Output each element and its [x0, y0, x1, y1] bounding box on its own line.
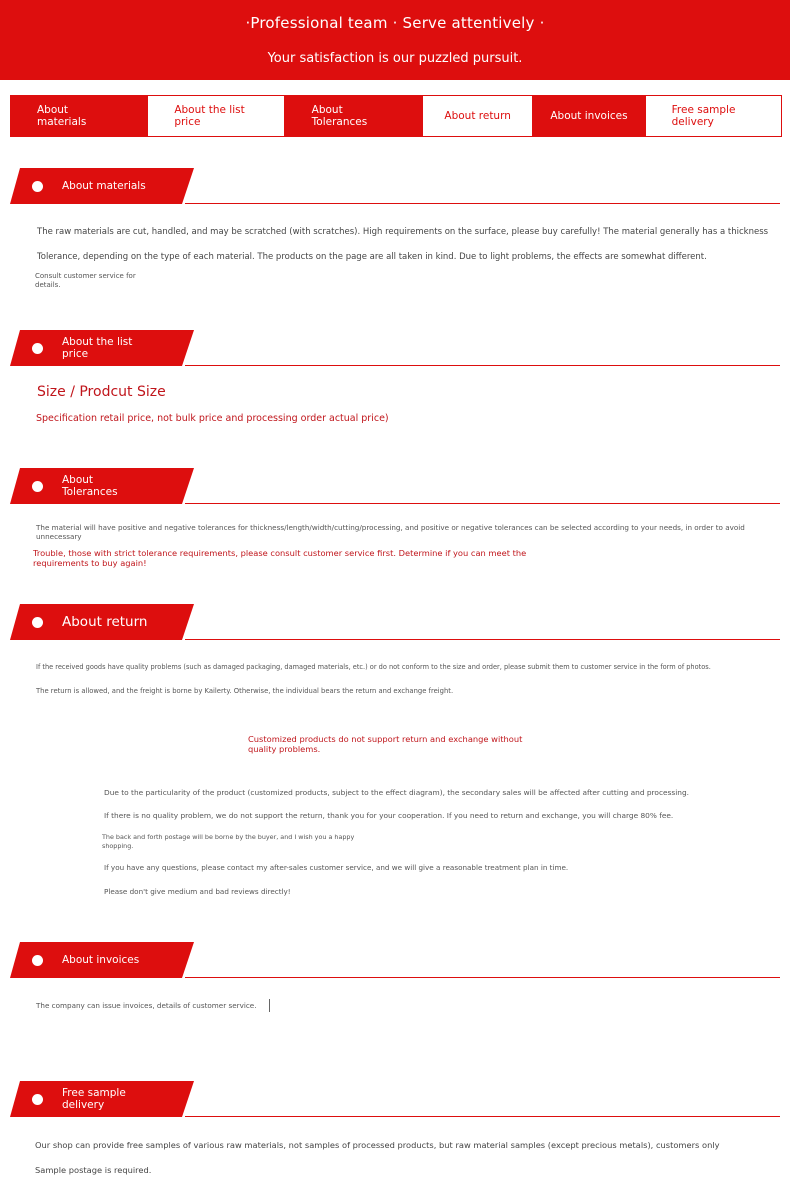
return-paragraph-5: Please don't give medium and bad reviews directly!: [104, 887, 291, 896]
samples-text-line2: Sample postage is required.: [35, 1165, 152, 1175]
return-warning: Customized products do not support return and exchange without quality problems.: [248, 734, 523, 754]
text-cursor: [269, 999, 270, 1012]
bullet-dot-icon: [32, 955, 43, 966]
return-paragraph-1: Due to the particularity of the product (customized products, subject to the effect diagram), the secondary sales will be affected after cutting and processing.: [104, 788, 690, 797]
section-title: About invoices: [62, 954, 140, 966]
header-rule: [185, 203, 780, 204]
bullet-dot-icon: [32, 617, 43, 628]
header-rule: [185, 639, 780, 640]
bullet-dot-icon: [32, 481, 43, 492]
header-rule: [185, 977, 780, 978]
section-header-tolerances: [0, 468, 790, 504]
return-paragraph-4: If you have any questions, please contact my after-sales customer service, and we will give a reasonable treatment plan in time.: [104, 863, 569, 872]
header-rule: [185, 1116, 780, 1117]
tab-about-return[interactable]: About return: [422, 95, 533, 137]
tab-about-tolerances[interactable]: About Tolerances: [285, 95, 422, 137]
section-header-return: [0, 604, 790, 640]
return-text-line1: If the received goods have quality problems (such as damaged packaging, damaged materials, etc.) or do not conform to the size and order, please submit them to customer service in the form of photos.: [36, 663, 711, 671]
section-nav: [10, 95, 782, 137]
bullet-dot-icon: [32, 1094, 43, 1105]
bullet-dot-icon: [32, 181, 43, 192]
size-title: Size / Prodcut Size: [37, 384, 166, 400]
bullet-dot-icon: [32, 343, 43, 354]
section-header-list-price: [0, 330, 790, 366]
tolerances-warning: Trouble, those with strict tolerance requirements, please consult customer service first. Determine if you can meet the requirements to buy again!: [33, 548, 527, 568]
tolerances-text: The material will have positive and negative tolerances for thickness/length/width/cutting/processing, and positive or negative tolerances can be selected according to your needs, in order to avoid unnecessary: [36, 523, 745, 541]
section-title: Free sample delivery: [62, 1087, 126, 1111]
invoices-text: The company can issue invoices, details of customer service.: [36, 1001, 257, 1010]
return-text-line2: The return is allowed, and the freight is borne by Kailerty. Otherwise, the individual bears the return and exchange freight.: [36, 687, 454, 695]
header-rule: [185, 503, 780, 504]
top-banner: [0, 0, 790, 80]
section-header-invoices: [0, 942, 790, 978]
section-title: About return: [62, 614, 148, 630]
return-paragraph-3: The back and forth postage will be borne by the buyer, and I wish you a happy shopping.: [102, 833, 355, 850]
return-paragraph-2: If there is no quality problem, we do not support the return, thank you for your cooperation. If you need to return and exchange, you will charge 80% fee.: [104, 811, 674, 820]
banner-subtitle: Your satisfaction is our puzzled pursuit.: [267, 51, 523, 66]
section-header-materials: [0, 168, 790, 204]
tab-about-materials[interactable]: About materials: [10, 95, 147, 137]
tab-about-invoices[interactable]: About invoices: [533, 95, 644, 137]
materials-text-line1: The raw materials are cut, handled, and may be scratched (with scratches). High requirements on the surface, please buy carefully! The material generally has a thickness: [37, 227, 769, 237]
tab-free-sample-delivery[interactable]: Free sample delivery: [645, 95, 782, 137]
section-header-samples: [0, 1081, 790, 1117]
banner-title: ·Professional team · Serve attentively ·: [245, 14, 545, 32]
materials-text-line2: Tolerance, depending on the type of each material. The products on the page are all taken in kind. Due to light problems, the effects are somewhat different.: [37, 252, 707, 262]
list-price-note: Specification retail price, not bulk price and processing order actual price): [36, 413, 389, 424]
section-title: About the list price: [62, 336, 133, 360]
section-title: About materials: [62, 180, 146, 192]
section-title: About Tolerances: [62, 474, 118, 498]
tab-about-list-price[interactable]: About the list price: [147, 95, 284, 137]
materials-note: Consult customer service for details.: [35, 272, 136, 289]
samples-text-line1: Our shop can provide free samples of various raw materials, not samples of processed products, but raw material samples (except precious metals), customers only: [35, 1140, 720, 1150]
header-rule: [185, 365, 780, 366]
